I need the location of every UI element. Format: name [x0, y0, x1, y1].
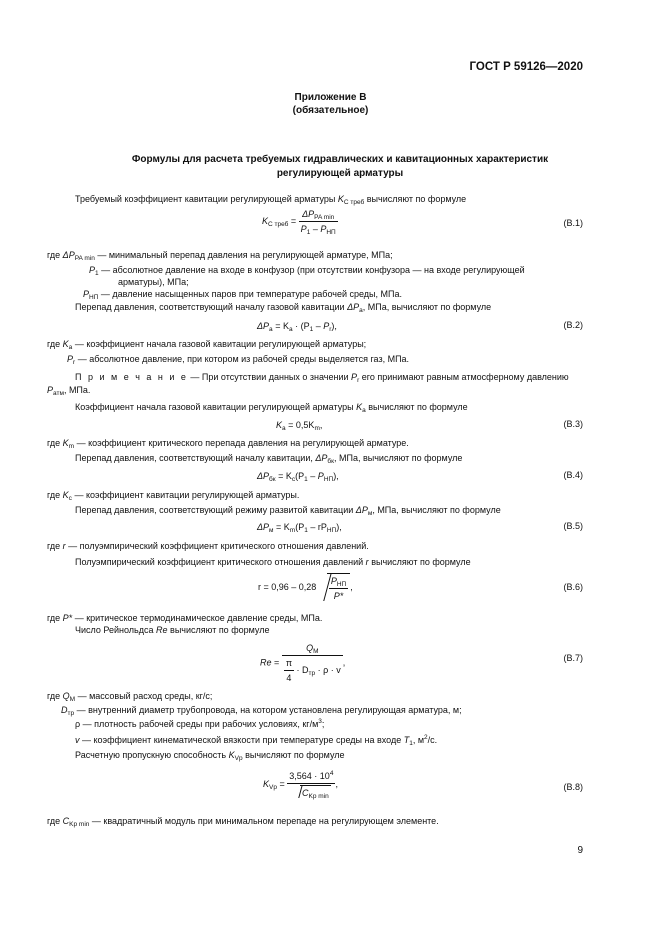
- eq-number-b8: (В.8): [563, 782, 583, 792]
- formula-b6-sqrt: $\frac{P_{НП}}{P*}$: [327, 573, 350, 602]
- section-title-line2: регулирующей арматуры: [276, 168, 404, 179]
- eq-number-b1: (В.1): [563, 218, 583, 228]
- paragraph-4: Перепад давления, соответствующий началу кавитации, $\Delta P_{бк}$, МПа, вычисляют по формуле: [75, 453, 463, 465]
- where-p1-cont: арматуры), МПа;: [118, 277, 189, 287]
- formula-b3: $K_а = 0,5K_m$,: [276, 420, 323, 432]
- page-number: 9: [577, 845, 583, 856]
- formula-b8: $K_{Vр}$ = $\frac{3,564 \cdot 10^4}{C_{Kp min}}$ ,: [263, 770, 338, 800]
- where-qm: где $Q_М$ — массовый расход среды, кг/с;: [47, 691, 213, 703]
- paragraph-5: Перепад давления, соответствующий режиму развитой кавитации $\Delta P_м$, МПа, вычисляют по формуле: [75, 505, 501, 517]
- section-title: [60, 153, 620, 181]
- where-km: где $K_m$ — коэффициент критического перепада давления на регулирующей арматуре.: [47, 438, 409, 450]
- paragraph-3: Коэффициент начала газовой кавитации регулирующей арматуры $K_а$ вычисляют по формуле: [75, 402, 468, 414]
- formula-b7: Re = $Q_М$ $\frac{\pi}{4}$ · $D_{тр} \cdot \rho \cdot v$ ,: [260, 643, 346, 683]
- annex-title: Приложение В: [294, 92, 367, 103]
- paragraph-6: Полуэмпирический коэффициент критического отношения давлений r вычисляют по формуле: [75, 557, 471, 567]
- eq-number-b6: (В.6): [563, 582, 583, 592]
- paragraph-1: Требуемый коэффициент кавитации регулирующей арматуры $K_{С треб}$ вычисляют по формуле: [75, 194, 467, 206]
- formula-b7-fraction: $Q_М$ $\frac{\pi}{4}$ · $D_{тр} \cdot \rho \cdot v$: [282, 642, 343, 684]
- eq-number-b5: (В.5): [563, 521, 583, 531]
- where-dp-pa-min: где $\Delta P_{PA min}$ — минимальный перепад давления на регулирующей арматуре, МПа;: [47, 250, 393, 262]
- paragraph-7: Число Рейнольдса Re вычисляют по формуле: [75, 625, 270, 635]
- section-title-line1: Формулы для расчета требуемых гидравлических и кавитационных характеристик: [131, 154, 549, 165]
- paragraph-2: Перепад давления, соответствующий началу газовой кавитации $\Delta P_а$, МПа, вычисляют по формуле: [75, 302, 492, 314]
- paragraph-8: Расчетную пропускную способность $K_{Vр}$ вычисляют по формуле: [75, 750, 345, 762]
- where-p1: $P_1$ — абсолютное давление на входе в конфузор (при отсутствии конфузора — на входе регулирующей: [89, 265, 525, 277]
- where-ck: где $C_{Kp min}$ — квадратичный модуль при минимальном перепаде на регулирующем элементе.: [47, 816, 439, 828]
- standard-header: ГОСТ Р 59126—2020: [469, 61, 583, 73]
- eq-number-b2: (В.2): [563, 320, 583, 330]
- formula-b2: $\Delta P_а = K_а \cdot (P_1 - P_r)$,: [257, 321, 337, 333]
- where-r: где r — полуэмпирический коэффициент критического отношения давлений.: [47, 541, 369, 551]
- where-rho: ρ — плотность рабочей среды при рабочих условиях, $кг/м^3$;: [75, 718, 325, 729]
- eq-number-b7: (В.7): [563, 653, 583, 663]
- where-dtr: $D_{тр}$ — внутренний диаметр трубопровода, на котором установлена регулирующая арматура, м;: [61, 705, 462, 717]
- eq-number-b3: (В.3): [563, 419, 583, 429]
- where-kc: где $K_c$ — коэффициент кавитации регулирующей арматуры.: [47, 490, 300, 502]
- formula-b8-fraction: $\frac{3,564 \cdot 10^4}{C_{Kp min}}$: [289, 770, 334, 800]
- formula-b6: r = 0,96 – 0,28 $\frac{P_{НП}}{P*}$ ,: [258, 573, 353, 602]
- where-pnp: $P_{НП}$ — давление насыщенных паров при температуре рабочей среды, МПа.: [83, 289, 402, 301]
- where-pr: $P_r$ — абсолютное давление, при котором из рабочей среды выделяется газ, МПа.: [67, 354, 410, 366]
- note: П р и м е ч а н и е — При отсутствии данных о значении $P_r$ его принимают равным атмосферному давлению: [75, 372, 569, 384]
- where-pstar: где P* — критическое термодинамическое давление среды, МПа.: [47, 613, 323, 623]
- where-nu: v — коэффициент кинематической вязкости при температуре среды на входе $T_1$, $м^2/c$.: [75, 734, 438, 747]
- note-cont: $P_{атм}$, МПа.: [47, 385, 91, 397]
- where-ka: где $K_а$ — коэффициент начала газовой кавитации регулирующей арматуры;: [47, 339, 367, 351]
- formula-b4: $\Delta P_{бк} = K_c(P_1 - P_{НП})$,: [257, 471, 339, 483]
- annex-status: (обязательное): [292, 105, 369, 116]
- formula-b1-fraction: $\frac{\Delta P_{PA min}}{P_1 - P_{НП}}$: [300, 209, 336, 236]
- formula-b5: $\Delta P_м = K_m(P_1 - rP_{НП})$,: [257, 522, 342, 534]
- formula-b1: $K_{С треб}$ = $\frac{\Delta P_{PA min}}{P_1 - P_{НП}}$: [262, 209, 336, 236]
- eq-number-b4: (В.4): [563, 470, 583, 480]
